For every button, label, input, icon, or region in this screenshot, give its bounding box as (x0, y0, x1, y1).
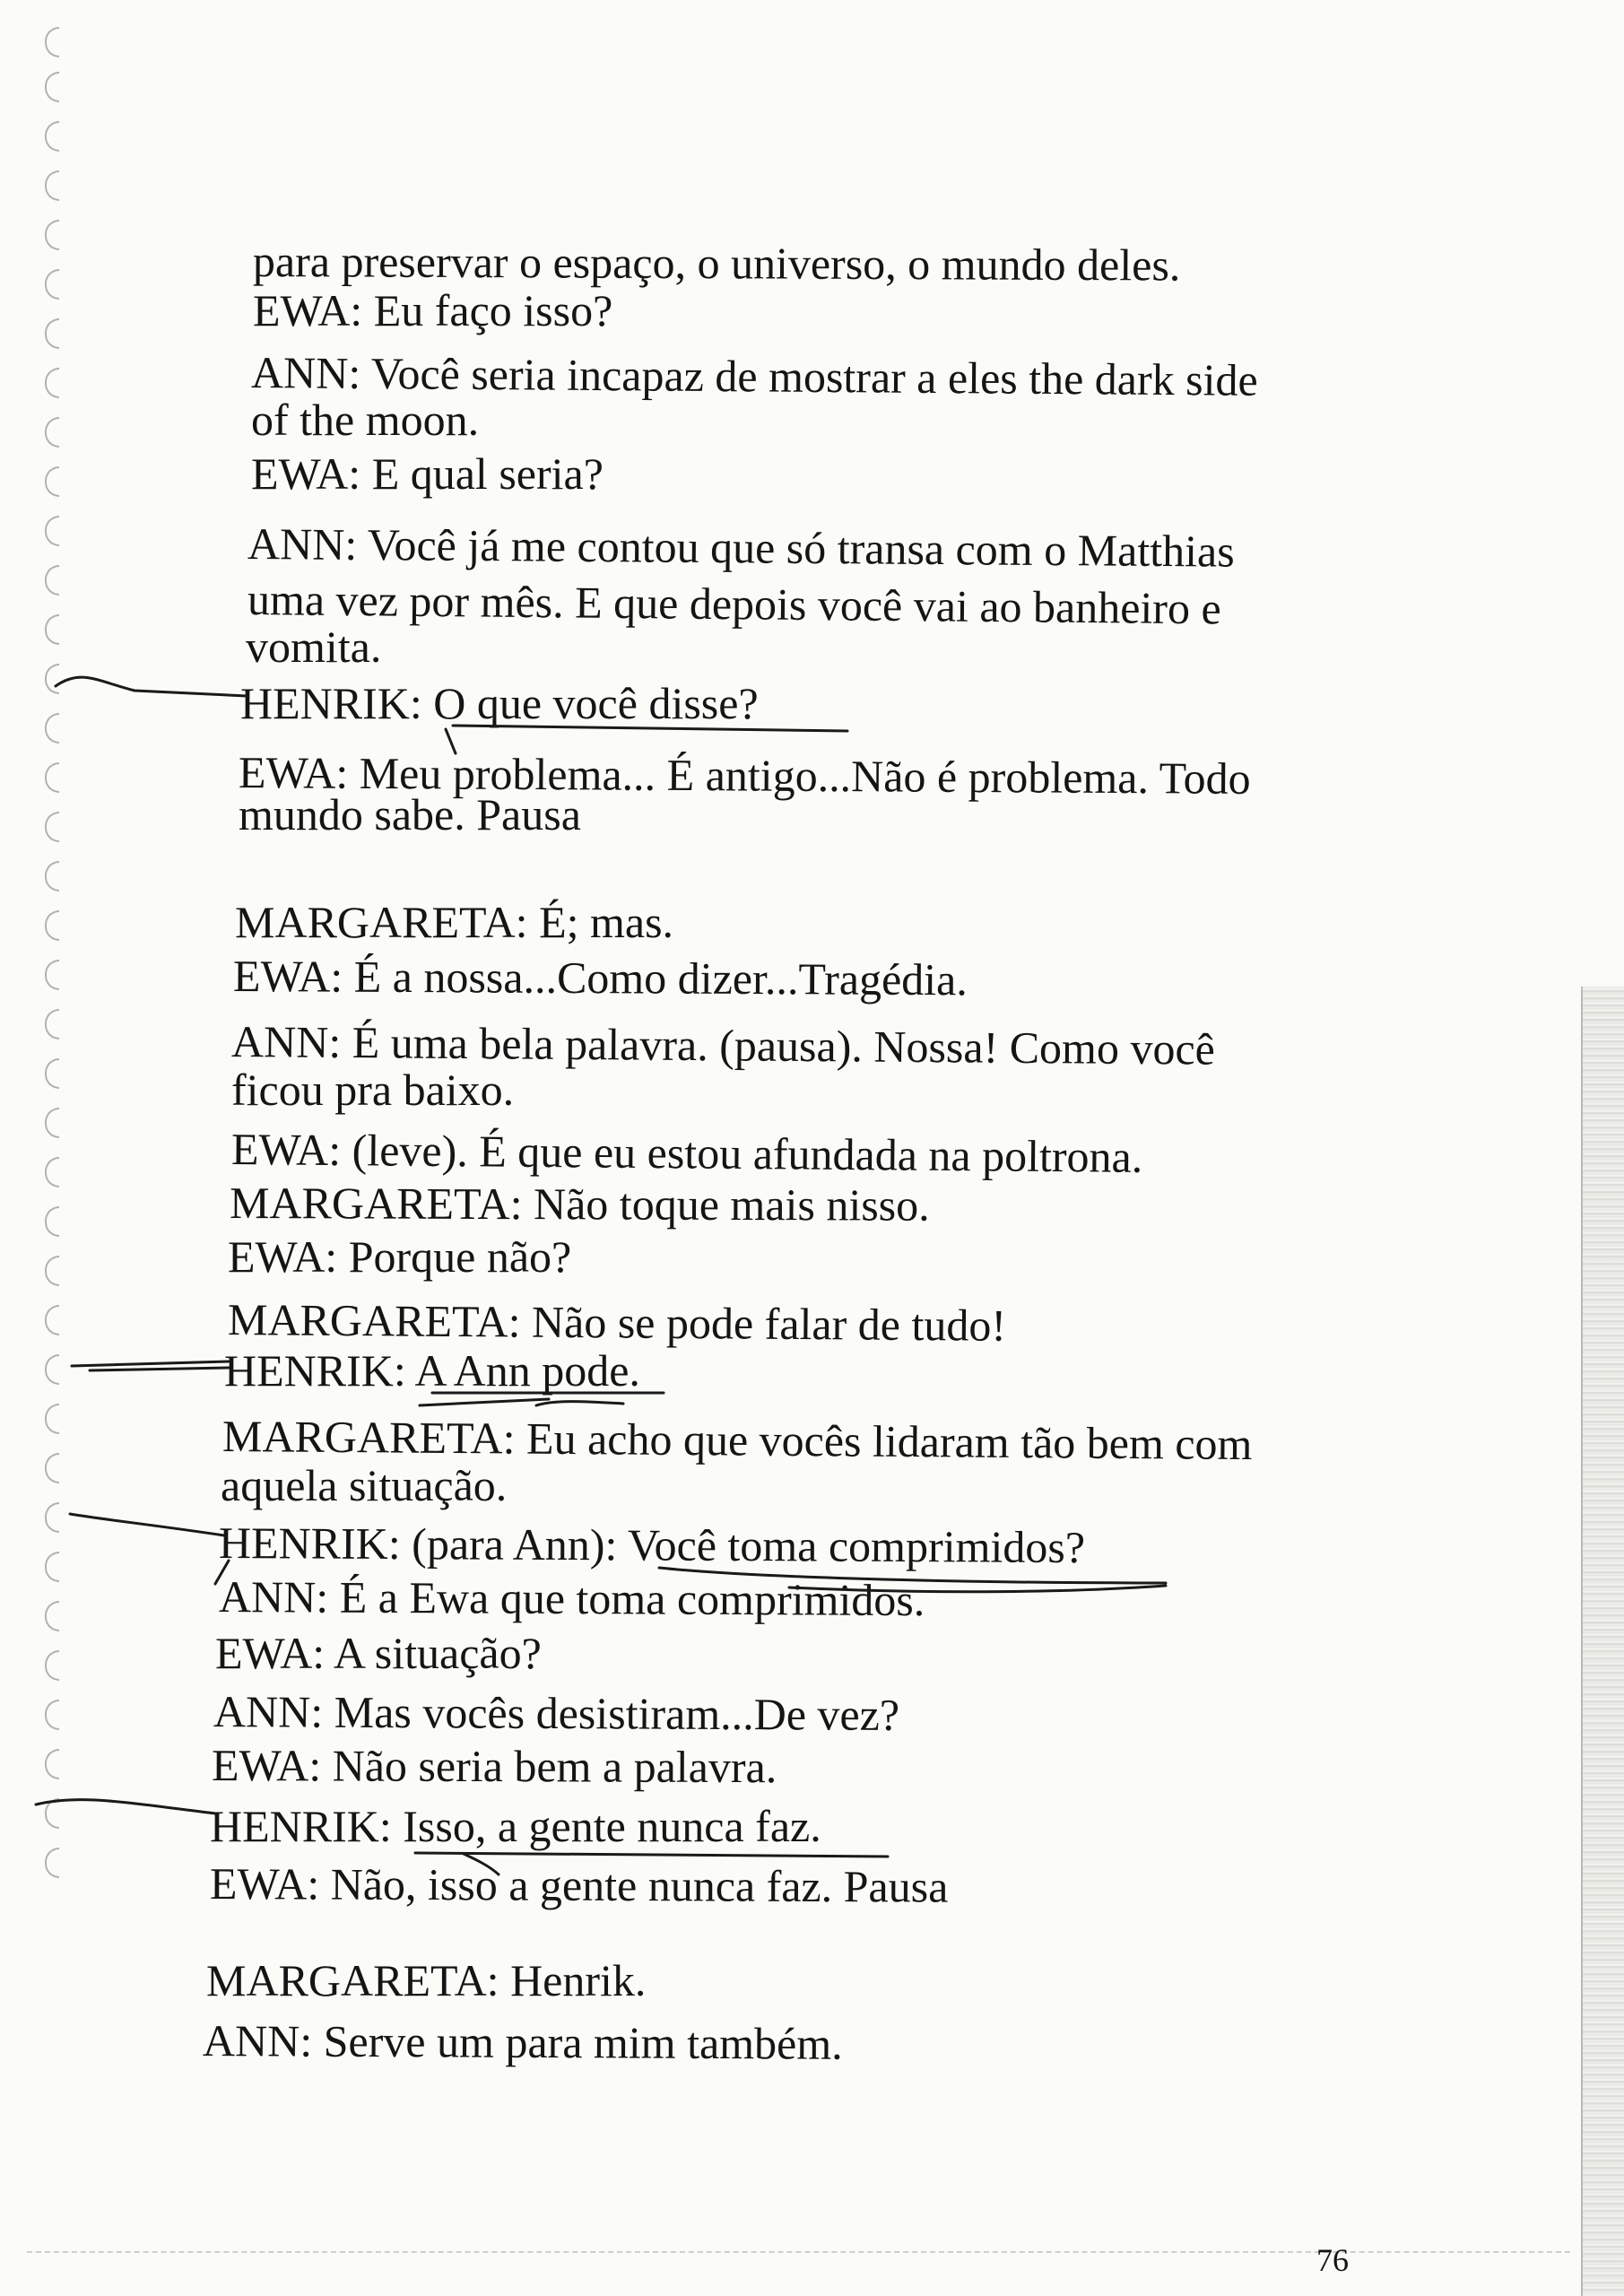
text-line: EWA: E qual seria? (251, 448, 604, 499)
page-number: 76 (1316, 2242, 1349, 2278)
text-line: EWA: Porque não? (228, 1231, 572, 1282)
text-line: ANN: Serve um para mim também. (202, 2015, 843, 2069)
text-line: EWA: Não seria bem a palavra. (211, 1740, 777, 1793)
speaker-line-henrik: HENRIK: (para Ann): Você toma comprimidos? (218, 1518, 1086, 1573)
text-line: ANN: Mas vocês desistiram...De vez? (213, 1686, 900, 1741)
text-line: ANN: Você já me contou que só transa com o Matthias (247, 518, 1235, 577)
speaker-line-henrik: HENRIK: O que você disse? (240, 678, 759, 728)
text-line: EWA: Eu faço isso? (253, 285, 613, 335)
text-line: EWA: Meu problema... É antigo...Não é problema. Todo (238, 747, 1251, 804)
text-line: EWA: É a nossa...Como dizer...Tragédia. (232, 951, 968, 1005)
text-line: aquela situação. (221, 1460, 508, 1510)
text-line: MARGARETA: Não toque mais nisso. (229, 1178, 930, 1231)
text-line: MARGARETA: Eu acho que vocês lidaram tão bem com (221, 1411, 1253, 1470)
text-line: ANN: É uma bela palavra. (pausa). Nossa! Como você (230, 1016, 1216, 1074)
text-line: MARGARETA: Henrik. (206, 1955, 647, 2005)
text-line: EWA: (leve). É que eu estou afundada na poltrona. (230, 1124, 1143, 1182)
speaker-line-henrik: HENRIK: A Ann pode. (224, 1345, 640, 1396)
text-line: para preservar o espaço, o universo, o mundo deles. (252, 236, 1181, 291)
text-line: mundo sabe. Pausa (239, 789, 581, 839)
text-line: MARGARETA: É; mas. (235, 897, 674, 947)
text-line: uma vez por mês. E que depois você vai ao banheiro e (247, 574, 1221, 634)
text-line: EWA: A situação? (215, 1628, 542, 1678)
text-line: MARGARETA: Não se pode falar de tudo! (227, 1294, 1007, 1351)
text-line: ANN: É a Ewa que toma comprimidos. (218, 1571, 925, 1626)
text-line: ANN: Você seria incapaz de mostrar a eles the dark side (250, 347, 1258, 405)
text-line: ficou pra baixo. (231, 1065, 515, 1115)
text-line: of the moon. (251, 395, 480, 445)
text-line: EWA: Não, isso a gente nunca faz. Pausa (209, 1858, 949, 1912)
text-line: vomita. (246, 622, 382, 672)
speaker-line-henrik: HENRIK: Isso, a gente nunca faz. (210, 1801, 821, 1851)
